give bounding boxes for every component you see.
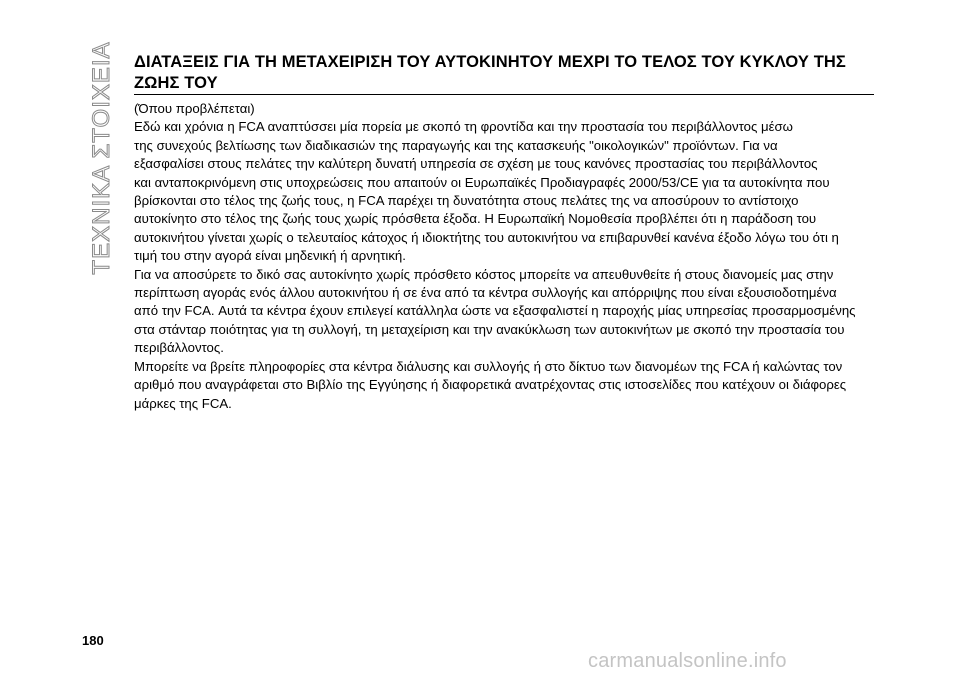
body-line: μάρκες της FCA. (134, 395, 232, 411)
title-divider (134, 94, 874, 95)
body-line: από την FCA. Αυτά τα κέντρα έχουν επιλεγεί κατάλληλα ώστε να εξασφαλιστεί η παροχής μίας υπηρεσίας προσαρμοσμένης (134, 303, 856, 319)
body-line: αυτοκίνητο στο τέλος της ζωής τους χωρίς πρόσθετα έξοδα. Η Ευρωπαϊκή Νομοθεσία προβλέπει ότι η παράδοση του (134, 211, 817, 227)
body-text (134, 100, 878, 413)
body-line: αυτοκινήτου γίνεται χωρίς ο τελευταίος κάτοχος ή ιδιοκτήτης του αυτοκινήτου να επιβαρυνθεί κανένα έξοδο λόγω του ότι η (134, 229, 839, 245)
body-line: Εδώ και χρόνια η FCA αναπτύσσει μία πορεία με σκοπό τη φροντίδα και την προστασία του περιβάλλοντος μέσω (134, 119, 793, 135)
body-line: βρίσκονται στο τέλος της ζωής τους, η FCA παρέχει τη δυνατότητα στους πελάτες της να αποσύρουν το αντίστοιχο (134, 193, 799, 209)
section-side-tab-label: ΤΕΧΝΙΚΑ ΣΤΟΙΧΕΙΑ (88, 41, 115, 275)
body-line: αριθμό που αναγράφεται στο Βιβλίο της Εγγύησης ή διαφορετικά ανατρέχοντας στις ιστοσελίδες που κατέχουν οι διάφορες (134, 377, 847, 393)
body-line: εξασφαλίσει στους πελάτες την καλύτερη δυνατή υπηρεσία σε σχέση με τους κανόνες προστασίας του περιβάλλοντος (134, 156, 818, 172)
body-line: και ανταποκρινόμενη στις υποχρεώσεις που απαιτούν οι Ευρωπαϊκές Προδιαγραφές 2000/53/CE για τα αυτοκίνητα που (134, 174, 830, 190)
body-line: της συνεχούς βελτίωσης των διαδικασιών της παραγωγής και της κατασκευής "οικολογικών" προϊόντων. Για να (134, 137, 778, 153)
body-line: Μπορείτε να βρείτε πληροφορίες στα κέντρα διάλυσης και συλλογής ή στο δίκτυο των διανομέων της FCA ή καλώντας τον (134, 358, 843, 374)
body-line: περιβάλλοντος. (134, 340, 224, 356)
body-line: τιμή του στην αγορά είναι μηδενική ή αρνητική. (134, 248, 406, 264)
body-line: Για να αποσύρετε το δικό σας αυτοκίνητο χωρίς πρόσθετο κόστος μπορείτε να απευθυνθείτε ή στους διανομείς μας στην (134, 266, 834, 282)
body-line: στα στάνταρ ποιότητας για τη συλλογή, τη μεταχείριση και την ανακύκλωση των αυτοκινήτων με σκοπό την προστασία του (134, 321, 845, 337)
body-line: (Όπου προβλέπεται) (134, 101, 255, 116)
watermark: carmanualsonline.info (588, 650, 787, 672)
section-title-line: ΔΙΑΤΑΞΕΙΣ ΓΙΑ ΤΗ ΜΕΤΑΧΕΙΡΙΣΗ ΤΟΥ ΑΥΤΟΚΙΝΗΤΟΥ ΜΕΧΡΙ ΤΟ ΤΕΛΟΣ ΤΟΥ ΚΥΚΛΟΥ ΤΗΣ (134, 53, 846, 71)
section-title (134, 52, 874, 94)
section-title-line: ΖΩΗΣ ΤΟΥ (134, 74, 218, 92)
page-number: 180 (82, 633, 104, 648)
body-line: περίπτωση αγοράς ενός άλλου αυτοκινήτου ή σε ένα από τα κέντρα συλλογής και απόρριψης που είναι εξουσιοδοτημένα (134, 285, 837, 301)
section-side-tab (80, 32, 124, 284)
